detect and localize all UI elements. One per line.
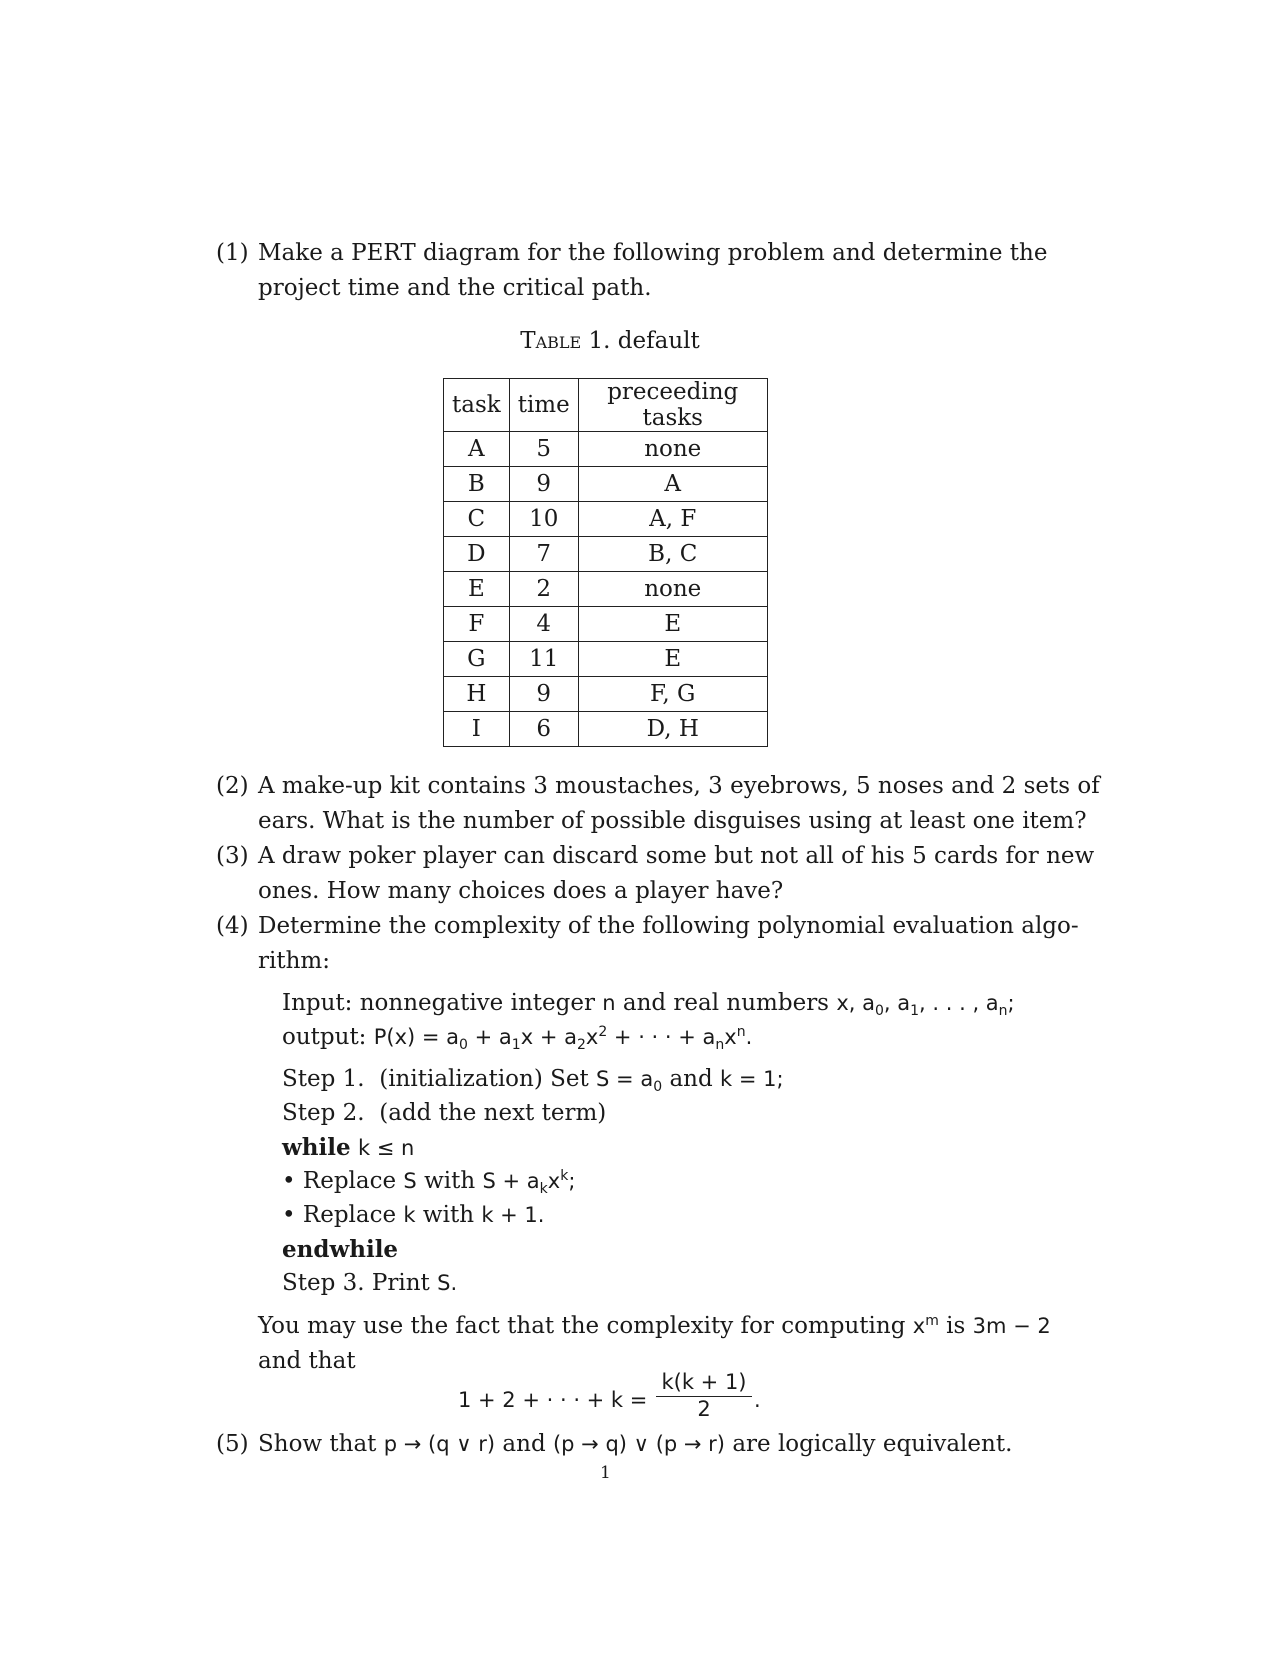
- fraction-numerator: k(k + 1): [656, 1370, 752, 1397]
- bullet-2-line: [282, 1202, 544, 1228]
- step-2-text: (add the next term): [379, 1100, 607, 1126]
- table-row: [444, 642, 768, 677]
- step-1-formula: $S = a_0$: [596, 1067, 663, 1096]
- header-task: task: [444, 379, 510, 432]
- problem-3-line-1: A draw poker player can discard some but not all of his 5 cards for new: [258, 843, 1095, 869]
- problem-2-number: (2): [216, 773, 249, 799]
- problem-5-formula-1: p → (q ∨ r): [383, 1432, 496, 1456]
- fact-line-2: and that: [258, 1348, 356, 1374]
- bullet-1-s: S: [403, 1169, 417, 1193]
- step-3-label: Step 3. Print: [282, 1270, 430, 1296]
- fact-line-1: [258, 1313, 1051, 1339]
- cell-task: H: [444, 677, 510, 712]
- table-row: [444, 712, 768, 747]
- bullet-1-line: [282, 1168, 576, 1198]
- step-2-line: [282, 1100, 606, 1126]
- cell-time: 4: [509, 607, 578, 642]
- input-mid: and real numbers: [622, 990, 829, 1016]
- problem-5-line: [258, 1431, 1012, 1457]
- step-1-text: (initialization) Set: [379, 1066, 589, 1092]
- input-variables: x, $a_0$, $a_1$, . . . , $a_n$;: [836, 991, 1015, 1020]
- problem-3-number: (3): [216, 843, 249, 869]
- cell-preceeding: none: [578, 432, 767, 467]
- bullet-icon: •: [282, 1202, 296, 1228]
- problem-5-formula-2: (p → q) ∨ (p → r): [552, 1432, 725, 1456]
- input-label: Input: nonnegative integer: [282, 990, 595, 1016]
- table-row: [444, 537, 768, 572]
- cell-time: 10: [509, 502, 578, 537]
- fact-is: is: [946, 1313, 966, 1339]
- while-keyword: while: [282, 1134, 351, 1161]
- cell-time: 6: [509, 712, 578, 747]
- problem-5-end: are logically equivalent.: [732, 1431, 1013, 1457]
- problem-4-number: (4): [216, 913, 249, 939]
- cell-time: 9: [509, 467, 578, 502]
- bullet-1-formula: $S + a_kx^k$;: [482, 1168, 576, 1198]
- problem-5-start: Show that: [258, 1431, 377, 1457]
- while-line: [282, 1134, 414, 1161]
- cell-time: 7: [509, 537, 578, 572]
- bullet-2-text: Replace: [302, 1202, 397, 1228]
- cell-task: A: [444, 432, 510, 467]
- cell-task: B: [444, 467, 510, 502]
- bullet-2-k: k: [403, 1203, 416, 1227]
- table-header-row: [444, 379, 768, 432]
- cell-preceeding: E: [578, 642, 767, 677]
- problem-2-line-1: A make-up kit contains 3 moustaches, 3 eyebrows, 5 noses and 2 sets of: [258, 773, 1100, 799]
- table-caption: [500, 328, 720, 354]
- table-row: [444, 467, 768, 502]
- problem-4-line-1: Determine the complexity of the following polynomial evaluation algo-: [258, 913, 1079, 939]
- cell-time: 9: [509, 677, 578, 712]
- endwhile-keyword: endwhile: [282, 1236, 399, 1263]
- cell-task: D: [444, 537, 510, 572]
- while-condition: k ≤ n: [357, 1136, 415, 1160]
- problem-5-number: (5): [216, 1431, 249, 1457]
- input-n: n: [602, 991, 616, 1015]
- step-3-line: [282, 1270, 457, 1296]
- cell-preceeding: F, G: [578, 677, 767, 712]
- fact-complexity: 3m − 2: [972, 1314, 1051, 1338]
- algorithm-output-line: [282, 1024, 753, 1054]
- problem-3-line-2: ones. How many choices does a player have?: [258, 878, 784, 904]
- cell-time: 5: [509, 432, 578, 467]
- cell-task: C: [444, 502, 510, 537]
- fact-power: $x^m$: [912, 1313, 939, 1338]
- step-1-line: [282, 1066, 784, 1096]
- output-formula: $P(x) = a_0 + a_1x + a_2x^2$ + · · · + $a_nx^n$.: [373, 1024, 753, 1054]
- problem-1-line-1: Make a PERT diagram for the following problem and determine the: [258, 240, 1048, 266]
- step-3-s: S.: [437, 1271, 458, 1295]
- step-1-and: and: [669, 1066, 713, 1092]
- table-row: [444, 607, 768, 642]
- problem-1-line-2: project time and the critical path.: [258, 275, 652, 301]
- cell-time: 2: [509, 572, 578, 607]
- cell-preceeding: A: [578, 467, 767, 502]
- header-time: time: [509, 379, 578, 432]
- cell-task: E: [444, 572, 510, 607]
- fact-text: You may use the fact that the complexity for computing: [258, 1313, 906, 1339]
- step-2-label: Step 2.: [282, 1100, 365, 1126]
- problem-2-line-2: ears. What is the number of possible disguises using at least one item?: [258, 808, 1087, 834]
- bullet-2-with: with: [422, 1202, 475, 1228]
- sum-formula-left: 1 + 2 + · · · + k =: [458, 1388, 648, 1412]
- sum-formula-period: .: [754, 1388, 761, 1412]
- cell-task: F: [444, 607, 510, 642]
- sum-formula-fraction: [656, 1370, 752, 1421]
- header-preceeding-tasks: preceeding tasks: [578, 379, 767, 432]
- table-row: [444, 502, 768, 537]
- table-caption-text: default: [617, 328, 700, 354]
- bullet-1-text: Replace: [302, 1168, 397, 1194]
- output-label: output:: [282, 1024, 367, 1050]
- cell-preceeding: D, H: [578, 712, 767, 747]
- problem-1-number: (1): [216, 240, 249, 266]
- cell-preceeding: A, F: [578, 502, 767, 537]
- cell-preceeding: none: [578, 572, 767, 607]
- bullet-2-formula: k + 1.: [481, 1203, 545, 1227]
- step-1-k: k = 1;: [720, 1067, 784, 1091]
- problem-5-and: and: [502, 1431, 546, 1457]
- bullet-icon: •: [282, 1168, 296, 1194]
- table-row: [444, 432, 768, 467]
- table-row: [444, 572, 768, 607]
- table-caption-label: Table 1.: [520, 328, 611, 354]
- cell-preceeding: B, C: [578, 537, 767, 572]
- step-1-label: Step 1.: [282, 1066, 365, 1092]
- page-number: 1: [600, 1463, 611, 1483]
- problem-4-line-2: rithm:: [258, 948, 330, 974]
- bullet-1-with: with: [424, 1168, 476, 1194]
- table-row: [444, 677, 768, 712]
- algorithm-input-line: [282, 990, 1015, 1020]
- cell-task: I: [444, 712, 510, 747]
- cell-task: G: [444, 642, 510, 677]
- cell-preceeding: E: [578, 607, 767, 642]
- fraction-denominator: 2: [697, 1397, 711, 1421]
- cell-time: 11: [509, 642, 578, 677]
- pert-table: [443, 378, 768, 747]
